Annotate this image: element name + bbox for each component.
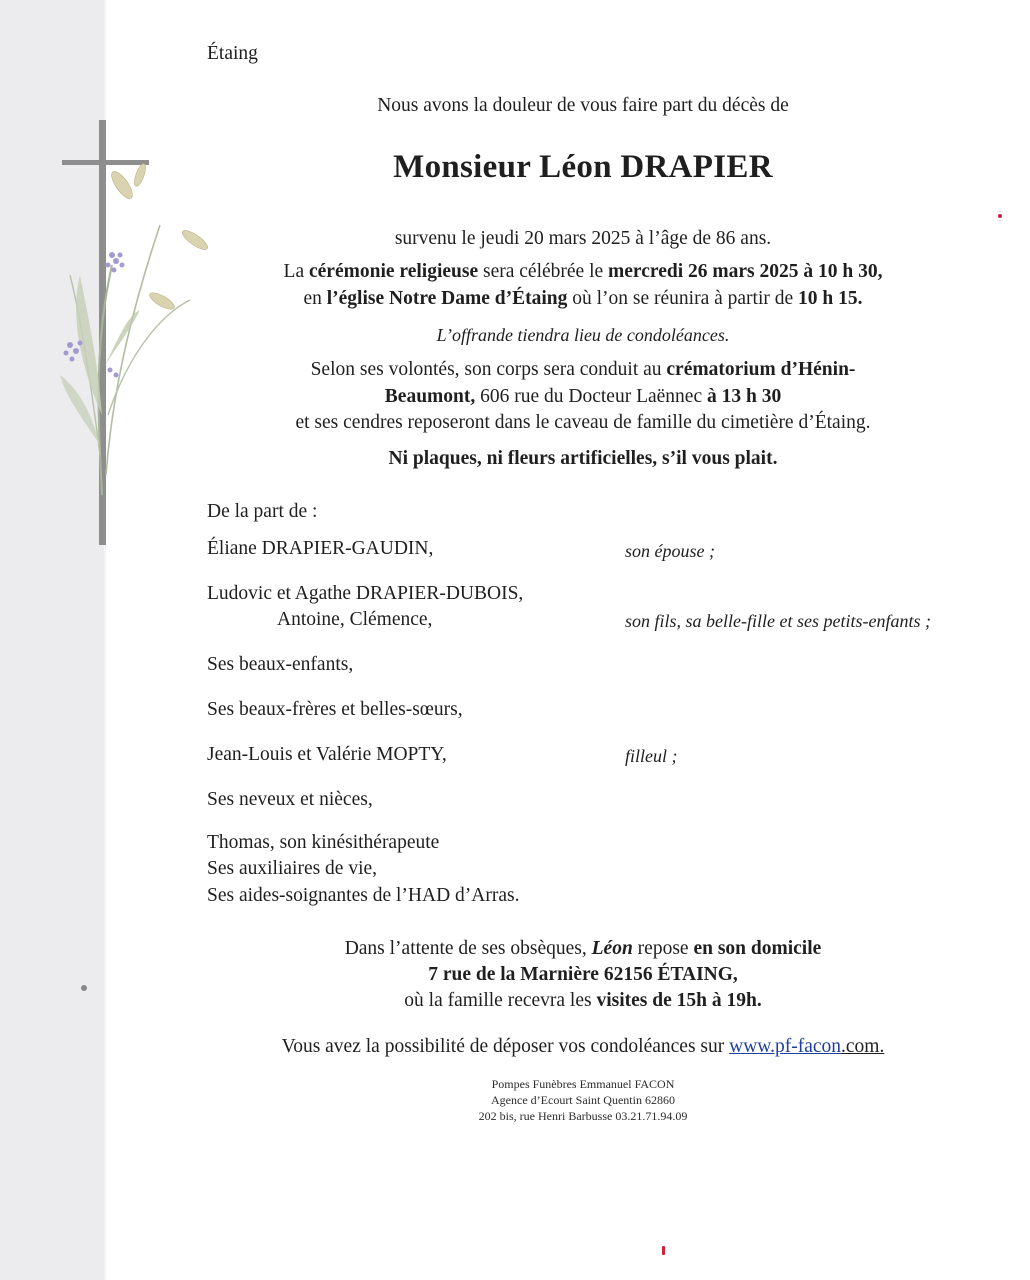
place-name: Étaing xyxy=(207,43,258,64)
family-member-children: Antoine, Clémence, xyxy=(277,609,433,630)
visiting-hours: visites de 15h à 19h. xyxy=(596,990,762,1011)
offering-line: L’offrande tiendra lieu de condoléances. xyxy=(436,325,730,345)
text: en xyxy=(303,288,327,309)
cremation-line-1 xyxy=(0,358,1030,382)
text-bold: cérémonie religieuse xyxy=(309,261,479,282)
family-relation: son épouse ; xyxy=(625,541,715,561)
family-member: Ses neveux et nièces, xyxy=(207,789,373,810)
funeral-home-name: Pompes Funèbres Emmanuel FACON xyxy=(491,1077,675,1091)
text: repose xyxy=(632,938,694,959)
ceremony-line-2 xyxy=(0,287,1030,311)
crematorium-name-cont: Beaumont, xyxy=(384,386,476,407)
rest-line-3 xyxy=(0,989,1030,1013)
ceremony-line-1 xyxy=(0,260,1030,284)
rest-line-1 xyxy=(0,937,1030,961)
scan-speck xyxy=(998,214,1002,218)
rest-address: 7 rue de la Marnière 62156 ÉTAING, xyxy=(428,964,738,985)
family-member: Ses beaux-frères et belles-sœurs, xyxy=(207,699,463,720)
no-flowers-line: Ni plaques, ni fleurs artificielles, s’il vous plait. xyxy=(388,448,778,469)
family-relation: filleul ; xyxy=(625,746,678,766)
funeral-home-address: 202 bis, rue Henri Barbusse 03.21.71.94.09 xyxy=(478,1109,688,1123)
scan-speck xyxy=(662,1246,665,1255)
deceased-name: Monsieur Léon DRAPIER xyxy=(393,149,773,185)
cremation-line-2 xyxy=(0,385,1030,409)
ceremony-datetime: mercredi 26 mars 2025 à 10 h 30, xyxy=(608,261,883,282)
gathering-time: 10 h 15. xyxy=(798,288,863,309)
family-relation: son fils, sa belle-fille et ses petits-enfants ; xyxy=(625,611,931,631)
family-member: Ses beaux-enfants, xyxy=(207,654,354,675)
funeral-home-agency: Agence d’Ecourt Saint Quentin 62860 xyxy=(491,1093,675,1107)
text: La xyxy=(283,261,309,282)
condolences-link-tail: .com. xyxy=(841,1036,885,1057)
crematorium-address: 606 rue du Docteur Laënnec xyxy=(475,386,707,407)
text: Dans l’attente de ses obsèques, xyxy=(344,938,592,959)
rest-place: en son domicile xyxy=(693,938,822,959)
death-line: survenu le jeudi 20 mars 2025 à l’âge de 86 ans. xyxy=(394,228,772,249)
crematorium-name: crématorium d’Hénin- xyxy=(666,359,856,380)
condolences-line xyxy=(0,1035,1030,1059)
church-name: l’église Notre Dame d’Étaing xyxy=(326,288,568,309)
family-member: Ses auxiliaires de vie, xyxy=(207,858,378,879)
family-member: Éliane DRAPIER-GAUDIN, xyxy=(207,538,434,559)
text: sera célébrée le xyxy=(478,261,609,282)
from-label: De la part de : xyxy=(207,501,318,522)
text: Selon ses volontés, son corps sera conduit au xyxy=(310,359,667,380)
text: Vous avez la possibilité de déposer vos condoléances sur xyxy=(281,1036,730,1057)
first-name: Léon xyxy=(591,938,633,959)
family-member: Ludovic et Agathe DRAPIER-DUBOIS, xyxy=(207,583,524,604)
family-member: Ses aides-soignantes de l’HAD d’Arras. xyxy=(207,885,520,906)
text: où l’on se réunira à partir de xyxy=(567,288,799,309)
text: où la famille recevra les xyxy=(404,990,597,1011)
family-member: Thomas, son kinésithérapeute xyxy=(207,832,440,853)
family-member: Jean-Louis et Valérie MOPTY, xyxy=(207,744,447,765)
intro-line: Nous avons la douleur de vous faire part du décès de xyxy=(377,95,789,116)
cremation-line-3: et ses cendres reposeront dans le caveau de famille du cimetière d’Étaing. xyxy=(295,412,871,433)
condolences-link[interactable]: www.pf-facon xyxy=(729,1036,842,1057)
cremation-time: à 13 h 30 xyxy=(706,386,782,407)
